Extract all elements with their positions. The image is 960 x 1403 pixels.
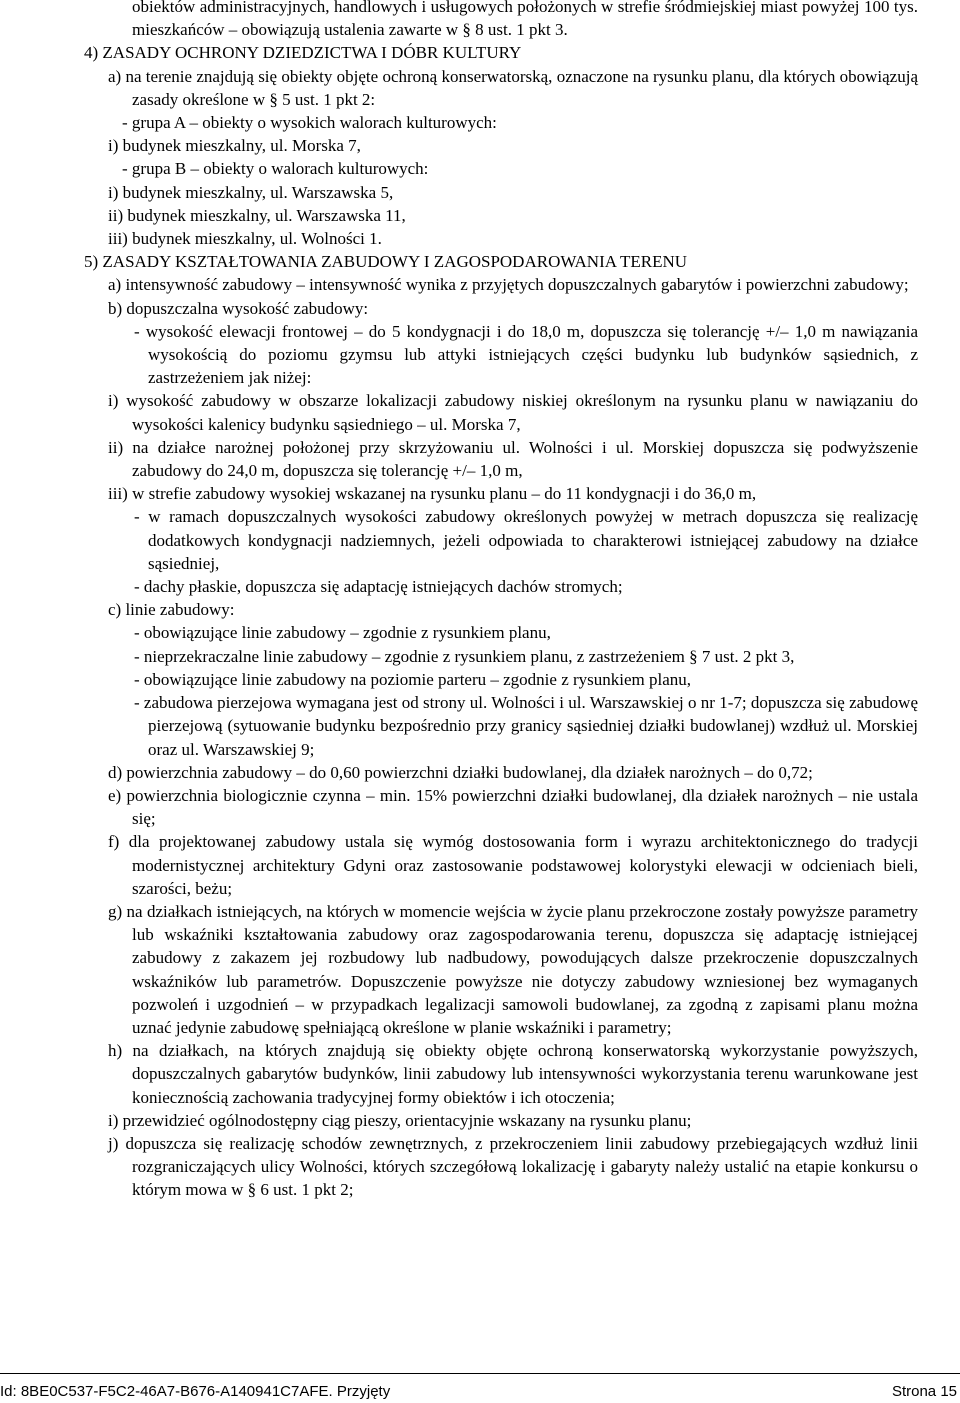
text-line: g) na działkach istniejących, na których w momencie wejścia w życie planu przekroczone zostały powyższe parametry lub wskaźniki kształtowania zabudowy oraz zagospodarowania terenu, dopuszcza się adaptację istniejącej zabudowy z zakazem jej rozbudowy lub nadbudowy, powodujących dalsze przekroczenie dopuszczalnych wskaźników lub parametrów. Dopuszczenie powyższe nie dotyczy zabudowy wzniesionej bez wymaganych pozwoleń i uzgodnień – w przypadkach legalizacji samowoli budowlanej, za zgodną z zapisami planu można uznać jedynie zabudowę spełniającą określone w planie wskaźniki i parametry; — [108, 901, 918, 1037]
text-line: c) linie zabudowy: — [108, 600, 235, 620]
text-line: i) wysokość zabudowy w obszarze lokalizacji zabudowy niskiej określonym na rysunku planu w nawiązaniu do wysokości kalenicy budynku sąsiedniego – ul. Morska 7, — [108, 391, 918, 434]
text-line: j) dopuszcza się realizację schodów zewnętrznych, z przekroczeniem linii zabudowy przebiegających wzdłuż linii rozgraniczających ulicy Wolności, których szczegółową lokalizację i gabaryty należy ustalić na etapie konkursu o którym mowa w § 6 ust. 1 pkt 2; — [108, 1133, 918, 1200]
page-number: Strona 15 — [891, 1383, 957, 1400]
text-line: i) budynek mieszkalny, ul. Warszawska 5, — [108, 182, 394, 202]
text-line: - obowiązujące linie zabudowy – zgodnie z rysunkiem planu, — [134, 623, 551, 643]
text-line: iii) budynek mieszkalny, ul. Wolności 1. — [108, 229, 382, 249]
text-line: h) na działkach, na których znajdują się obiekty objęte ochroną konserwatorską wykorzystanie powyższych, dopuszczalnych gabarytów budynków, linii zabudowy lub intensywności wykorzystania terenu warunkowane jest koniecznością zachowania tradycyjnej formy obiektów i ich otoczenia; — [108, 1041, 918, 1107]
text-line: - dachy płaskie, dopuszcza się adaptację istniejących dachów stromych; — [134, 577, 623, 597]
text-line: - nieprzekraczalne linie zabudowy – zgodnie z rysunkiem planu, z zastrzeżeniem § 7 ust. 2 pkt 3, — [134, 646, 795, 666]
text-line: - w ramach dopuszczalnych wysokości zabudowy określonych powyżej w metrach dopuszcza się realizację dodatkowych kondygnacji nadziemnych, jeżeli odpowiada to charakterowi istniejącej zabudowy na działce sąsiedniej, — [134, 507, 918, 573]
text-line: ii) budynek mieszkalny, ul. Warszawska 11, — [108, 205, 406, 225]
document-body — [84, 0, 918, 1202]
text-line: i) przewidzieć ogólnodostępny ciąg pieszy, orientacyjnie wskazany na rysunku planu; — [108, 1110, 692, 1130]
text-line: 5) ZASADY KSZTAŁTOWANIA ZABUDOWY I ZAGOSPODAROWANIA TERENU — [84, 252, 688, 272]
text-line: - wysokość elewacji frontowej – do 5 kondygnacji i do 18,0 m, dopuszcza się tolerancję +/– 1,0 m nawiązania wysokością do poziomu gzymsu lub attyki istniejących części budynku lub budynków sąsiednich, z zastrzeżeniem jak niżej: — [134, 321, 918, 388]
text-line: - grupa B – obiekty o walorach kulturowych: — [122, 159, 429, 179]
text-line: d) powierzchnia zabudowy – do 0,60 powierzchni działki budowlanej, dla działek narożnych – do 0,72; — [108, 762, 813, 782]
text-line: f) dla projektowanej zabudowy ustala się wymóg dostosowania form i wyrazu architektonicznego do tradycji modernistycznej architektury Gdyni oraz zastosowanie podstawowej kolorystyki elewacji w odcieniach bieli, szarości, beżu; — [108, 832, 918, 898]
text-line: e) powierzchnia biologicznie czynna – min. 15% powierzchni działki budowlanej, dla działek narożnych – nie ustala się; — [108, 785, 918, 829]
text-line: - zabudowa pierzejowa wymagana jest od strony ul. Wolności i ul. Warszawskiej o nr 1-7; dopuszcza się zabudowę pierzejową (sytuowanie budynku bezpośrednio przy granicy sąsiedniej działki budowlanej) wzdłuż ul. Morskiej oraz ul. Warszawskiej 9; — [134, 693, 918, 759]
text-line: ii) na działce narożnej położonej przy skrzyżowaniu ul. Wolności i ul. Morskiej dopuszcza się podwyższenie zabudowy do 24,0 m, dopuszcza się tolerancję +/– 1,0 m, — [108, 437, 918, 481]
text-line: obiektów administracyjnych, handlowych i usługowych położonych w strefie śródmiejskiej miast powyżej 100 tys. mieszkańców – obowiązują ustalenia zawarte w § 8 ust. 1 pkt 3. — [132, 0, 918, 40]
text-line: - obowiązujące linie zabudowy na poziomie parteru – zgodnie z rysunkiem planu, — [134, 669, 692, 689]
text-line: iii) w strefie zabudowy wysokiej wskazanej na rysunku planu – do 11 kondygnacji i do 36,0 m, — [108, 484, 757, 504]
text-line: a) na terenie znajdują się obiekty objęte ochroną konserwatorską, oznaczone na rysunku planu, dla których obowiązują zasady określone w § 5 ust. 1 pkt 2: — [108, 66, 918, 109]
text-line: b) dopuszczalna wysokość zabudowy: — [108, 298, 369, 318]
text-line: a) intensywność zabudowy – intensywność wynika z przyjętych dopuszczalnych gabarytów i powierzchni zabudowy; — [108, 275, 909, 295]
text-line: 4) ZASADY OCHRONY DZIEDZICTWA I DÓBR KULTURY — [84, 43, 522, 63]
text-line: - grupa A – obiekty o wysokich walorach kulturowych: — [122, 113, 497, 133]
document-id: Id: 8BE0C537-F5C2-46A7-B676-A140941C7AFE. Przyjęty — [0, 1383, 391, 1400]
text-line: i) budynek mieszkalny, ul. Morska 7, — [108, 136, 361, 156]
footer-divider — [0, 1373, 960, 1374]
